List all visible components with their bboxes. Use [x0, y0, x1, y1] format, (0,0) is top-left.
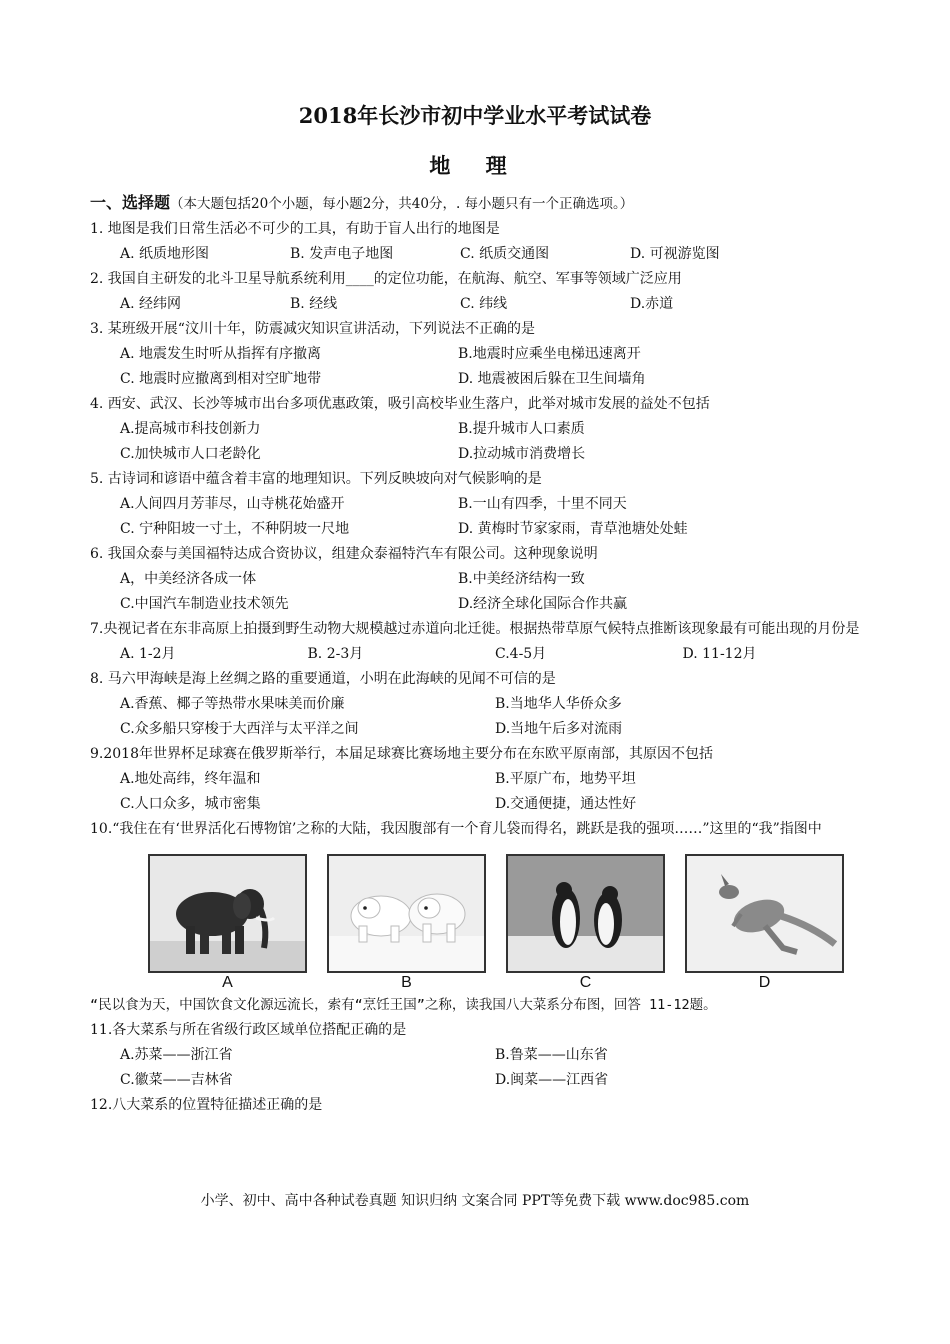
question-5: 5. 古诗词和谚语中蕴含着丰富的地理知识。下列反映坡向对气候影响的是 — [90, 471, 542, 487]
animal-option-a — [148, 854, 307, 993]
option-c: C.加快城市人口老龄化 — [120, 446, 261, 462]
option-d: D.交通便捷，通达性好 — [495, 796, 637, 812]
option-label: C — [579, 974, 592, 991]
question-11: 11.各大菜系与所在省级行政区域单位搭配正确的是 — [90, 1022, 407, 1038]
option-a: A.人间四月芳菲尽，山寺桃花始盛开 — [120, 496, 345, 512]
option-c: C.中国汽车制造业技术领先 — [120, 596, 289, 612]
animal-option-b — [327, 854, 486, 993]
option-b: B.地震时应乘坐电梯迅速离开 — [458, 346, 641, 362]
option-d: D.拉动城市消费增长 — [458, 446, 586, 462]
option-c: C.众多船只穿梭于大西洋与太平洋之间 — [120, 721, 359, 737]
polar-bear-icon — [327, 854, 486, 973]
page-footer: 小学、初中、高中各种试卷真题 知识归纳 文案合同 PPT等免费下载 www.doc985.com — [200, 1193, 750, 1209]
option-a: A. 1-2月 — [120, 646, 176, 662]
question-9-options-row2 — [90, 792, 870, 817]
question-9-options-row1 — [90, 767, 870, 792]
option-c: C.人口众多，城市密集 — [120, 796, 261, 812]
questions — [90, 190, 870, 1118]
option-label: A — [222, 974, 233, 991]
question-3-options-row2 — [90, 367, 870, 392]
option-label: B — [401, 974, 412, 991]
question-7-options — [90, 642, 870, 667]
animal-option-d — [685, 854, 844, 993]
option-c: C. 纸质交通图 — [460, 246, 550, 262]
option-c: C.4-5月 — [495, 646, 547, 662]
option-b: B.一山有四季，十里不同天 — [458, 496, 627, 512]
kangaroo-icon — [685, 854, 844, 973]
question-11-12-intro: “民以食为天，中国饮食文化源远流长，索有“烹饪王国”之称，读我国八大菜系分布图，回答 11-12题。 — [90, 997, 717, 1013]
option-d: D. 地震被困后躲在卫生间墙角 — [458, 371, 646, 387]
option-a: A.提高城市科技创新力 — [120, 421, 261, 437]
option-c: C. 宁种阳坡一寸土，不种阴坡一尺地 — [120, 521, 350, 537]
option-a: A.香蕉、椰子等热带水果味美而价廉 — [120, 696, 345, 712]
option-d: D.当地午后多对流雨 — [495, 721, 623, 737]
question-7: 7.央视记者在东非高原上拍摄到野生动物大规模越过赤道向北迁徙。根据热带草原气候特点推断该现象最有可能出现的月份是 — [90, 621, 860, 637]
question-5-options-row1 — [90, 492, 870, 517]
question-3-options-row1 — [90, 342, 870, 367]
option-b: B.平原广布，地势平坦 — [495, 771, 636, 787]
option-d: D. 11-12月 — [682, 646, 757, 662]
question-6-options-row1 — [90, 567, 870, 592]
option-b: B. 经线 — [290, 296, 338, 312]
question-8-options-row1 — [90, 692, 870, 717]
option-a: A，中美经济各成一体 — [120, 571, 257, 587]
animal-images — [90, 854, 870, 993]
option-d: D.闽菜——江西省 — [495, 1072, 609, 1088]
question-1: 1. 地图是我们日常生活必不可少的工具，有助于盲人出行的地图是 — [90, 221, 500, 237]
question-4-options-row2 — [90, 442, 870, 467]
question-8: 8. 马六甲海峡是海上丝绸之路的重要通道，小明在此海峡的见闻不可信的是 — [90, 671, 556, 687]
section-note: （本大题包括20个小题，每小题2分，共40分，. 每小题只有一个正确选项。） — [170, 196, 634, 212]
subject-heading: 地 理 — [429, 153, 521, 178]
option-b: B.鲁菜——山东省 — [495, 1047, 608, 1063]
section-heading — [90, 190, 870, 217]
option-b: B. 发声电子地图 — [290, 246, 394, 262]
page-title: 2018年长沙市初中学业水平考试试卷 — [298, 103, 652, 128]
penguin-icon — [506, 854, 665, 973]
question-5-options-row2 — [90, 517, 870, 542]
question-4: 4. 西安、武汉、长沙等城市出台多项优惠政策，吸引高校毕业生落户，此举对城市发展的益处不包括 — [90, 396, 710, 412]
option-a: A. 纸质地形图 — [120, 246, 210, 262]
question-11-options-row2 — [90, 1068, 870, 1093]
option-a: A. 经纬网 — [120, 296, 182, 312]
question-2: 2. 我国自主研发的北斗卫星导航系统利用____的定位功能，在航海、航空、军事等领域广泛应用 — [90, 271, 682, 287]
option-a: A.地处高纬，终年温和 — [120, 771, 261, 787]
question-1-options — [90, 242, 870, 267]
option-c: C.徽菜——吉林省 — [120, 1072, 233, 1088]
question-6: 6. 我国众泰与美国福特达成合资协议，组建众泰福特汽车有限公司。这种现象说明 — [90, 546, 598, 562]
option-d: D.赤道 — [630, 296, 674, 312]
elephant-icon — [148, 854, 307, 973]
option-d: D. 黄梅时节家家雨，青草池塘处处蛙 — [458, 521, 688, 537]
animal-option-c — [506, 854, 665, 993]
option-label: D — [758, 974, 771, 991]
option-c: C. 地震时应撤离到相对空旷地带 — [120, 371, 322, 387]
option-b: B.中美经济结构一致 — [458, 571, 585, 587]
question-10: 10.“我住在有‘世界活化石博物馆’之称的大陆，我因腹部有一个育儿袋而得名，跳跃是我的强项……”这里的“我”指图中 — [90, 821, 822, 837]
question-12: 12.八大菜系的位置特征描述正确的是 — [90, 1097, 323, 1113]
option-d: D.经济全球化国际合作共赢 — [458, 596, 628, 612]
option-b: B.提升城市人口素质 — [458, 421, 585, 437]
option-c: C. 纬线 — [460, 296, 508, 312]
option-a: A.苏菜——浙江省 — [120, 1047, 233, 1063]
section-title: 一、选择题 — [90, 193, 171, 212]
question-9: 9.2018年世界杯足球赛在俄罗斯举行，本届足球赛比赛场地主要分布在东欧平原南部，其原因不包括 — [90, 746, 713, 762]
question-3: 3. 某班级开展“汶川十年，防震减灾知识宣讲活动，下列说法不正确的是 — [90, 321, 535, 337]
option-a: A. 地震发生时听从指挥有序撤离 — [120, 346, 322, 362]
option-b: B.当地华人华侨众多 — [495, 696, 622, 712]
question-6-options-row2 — [90, 592, 870, 617]
question-11-options-row1 — [90, 1043, 870, 1068]
question-4-options-row1 — [90, 417, 870, 442]
question-8-options-row2 — [90, 717, 870, 742]
question-2-options — [90, 292, 870, 317]
option-d: D. 可视游览图 — [630, 246, 720, 262]
option-b: B. 2-3月 — [307, 646, 364, 662]
